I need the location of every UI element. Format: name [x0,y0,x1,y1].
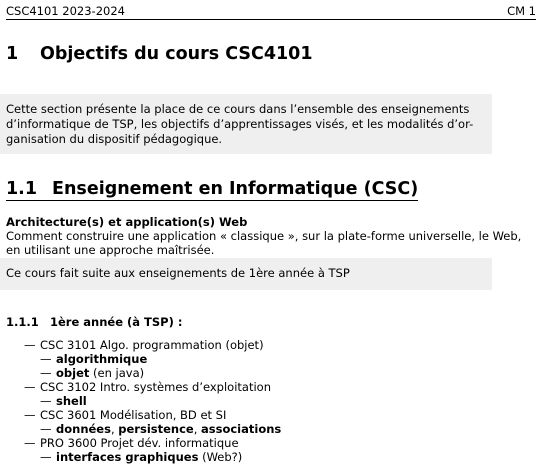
subsubsection-number: 1.1.1 [6,315,39,329]
list-subitem [24,422,281,436]
list-item [24,380,281,394]
header-course-year: CSC4101 2023-2024 [6,4,125,18]
subsubsection-title: 1ère année (à TSP) : [50,315,183,329]
list-item [24,436,281,450]
subsection-number: 1.1 [6,179,38,199]
list-subitem-label: shell [56,394,87,408]
list-item-label: CSC 3601 Modélisation, BD et SI [40,408,227,422]
section-title: Objectifs du cours CSC4101 [40,44,313,64]
intro-line-3: ganisation du dispositif pédagogique. [6,132,223,146]
list-subitem [24,366,281,380]
list-subitem-label: associations [201,422,282,436]
subsection-heading [6,179,418,201]
dash-bullet: — [24,408,36,422]
list-item [24,408,281,422]
header-lecture-label: CM 1 [507,4,536,18]
list-item-label: CSC 3101 Algo. programmation (objet) [40,338,264,352]
dash-bullet: — [24,436,36,450]
list-subitem-suffix: (en java) [89,366,145,380]
list-separator: , [193,422,202,436]
dash-bullet: — [40,422,52,436]
architecture-line-1: Comment construire une application « classique », sur la plate-forme universelle, le Web, [6,229,522,243]
intro-text [0,94,492,147]
subsubsection-heading [6,315,182,329]
note-box [0,258,492,290]
architecture-line-2: en utilisant une approche maîtrisée. [6,243,215,257]
section-heading [6,44,313,64]
list-subitem-suffix: (Web?) [198,450,243,464]
intro-line-2: d’informatique de TSP, les objectifs d’apprentissages visés, et les modalités d’or- [6,117,474,131]
list-subitem-label: algorithmique [56,352,148,366]
architecture-heading: Architecture(s) et application(s) Web [6,215,248,229]
dash-bullet: — [40,366,52,380]
list-subitem-label: interfaces graphiques [56,450,199,464]
list-item-label: PRO 3600 Projet dév. informatique [40,436,239,450]
list-subitem-label: objet [56,366,90,380]
dash-bullet: — [40,450,52,464]
list-subitem [24,450,281,464]
list-subitem [24,394,281,408]
dash-bullet: — [24,338,36,352]
dash-bullet: — [24,380,36,394]
section-number: 1 [6,44,19,64]
dash-bullet: — [40,394,52,408]
intro-box [0,94,492,154]
intro-line-1: Cette section présente la place de ce cours dans l’ensemble des enseignements [6,102,470,116]
subsection-title: Enseignement en Informatique (CSC) [52,179,419,199]
list-subitem-label: données [56,422,111,436]
list-subitem [24,352,281,366]
list-separator: , [110,422,119,436]
list-item [24,338,281,352]
dash-bullet: — [40,352,52,366]
list-item-label: CSC 3102 Intro. systèmes d’exploitation [40,380,271,394]
course-list [24,338,281,464]
architecture-paragraph [6,215,536,257]
note-text: Ce cours fait suite aux enseignements de 1ère année à TSP [6,266,350,280]
list-subitem-label: persistence [118,422,194,436]
page-header [6,4,536,20]
